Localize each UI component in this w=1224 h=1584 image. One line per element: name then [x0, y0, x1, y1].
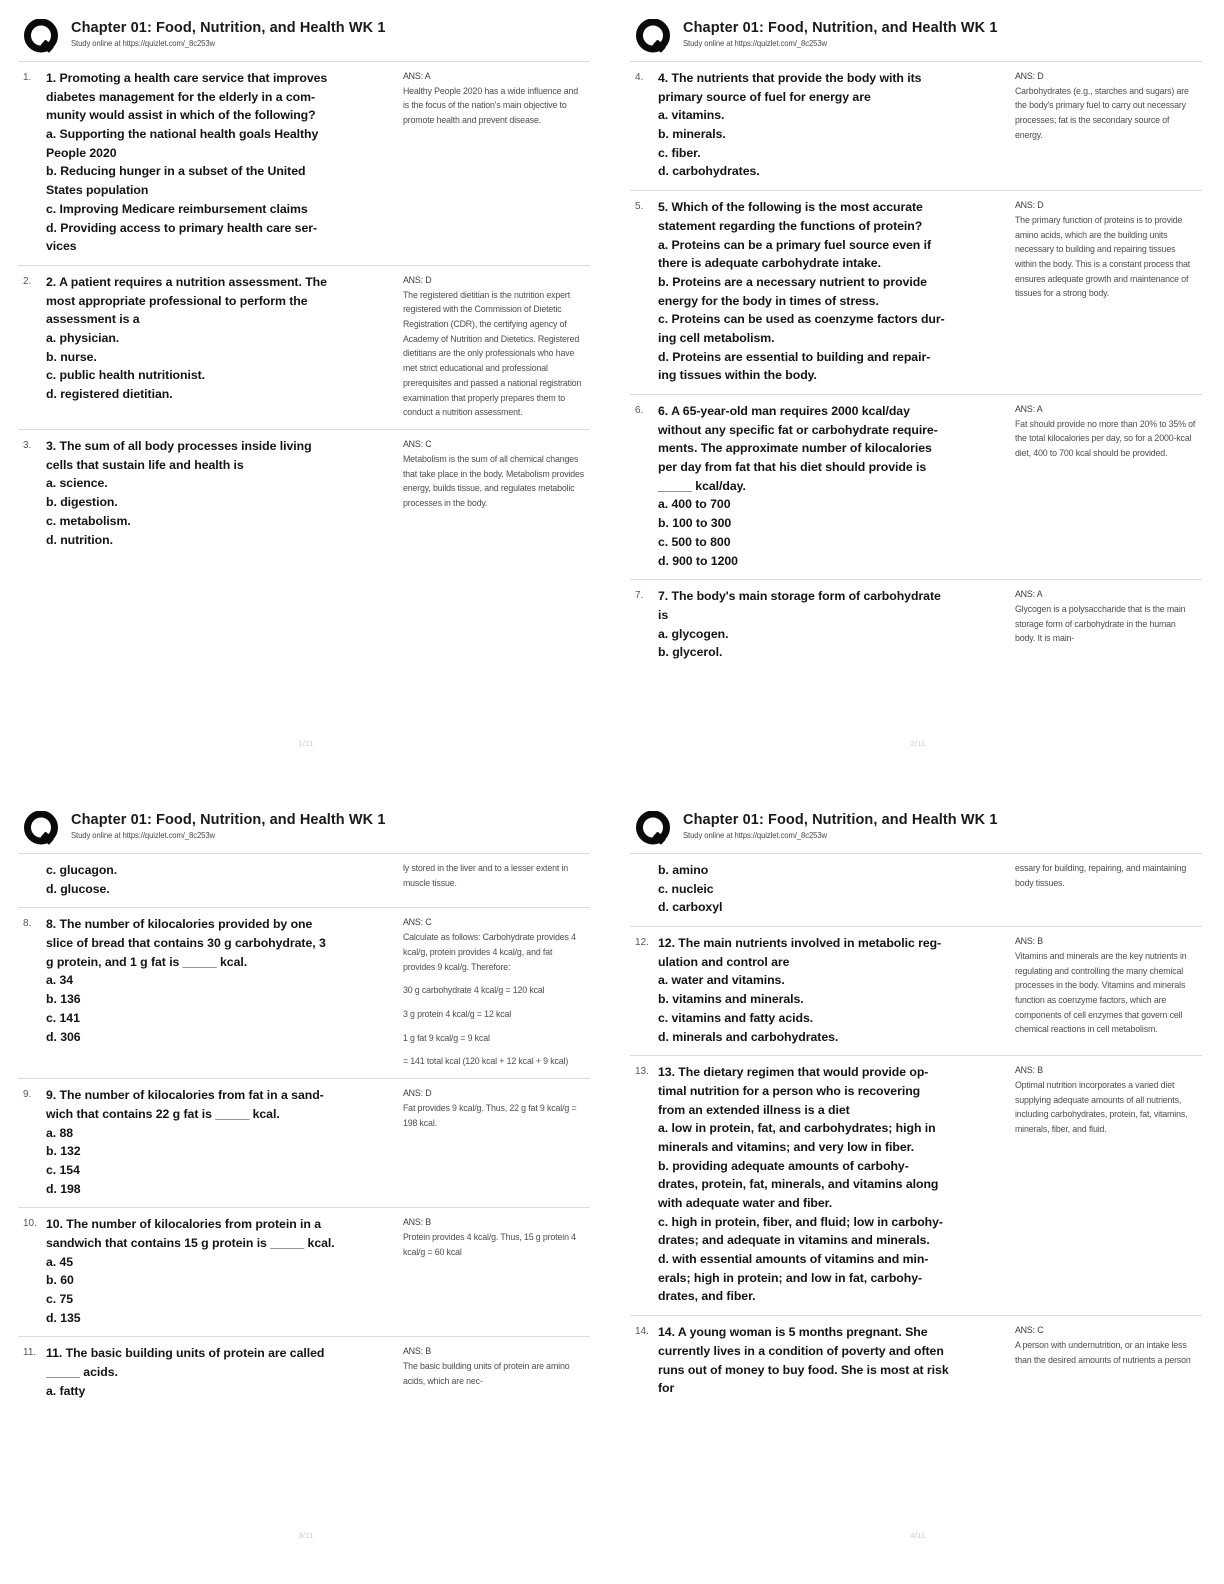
answer-key-label: ANS: D	[1014, 71, 1044, 81]
study-online-url: Study online at https://quizlet.com/_8c253w	[71, 39, 215, 49]
answer-option-line: c. 75	[46, 1292, 74, 1306]
answer-option-line: b. Reducing hunger in a subset of the United	[46, 164, 306, 179]
explanation-paragraph: The registered dietitian is the nutrition expert registered with the Commission of Dietetic Registration (CDR), the certifying agency of Academy of Nutrition and Dietetics. Registered dietitians are the only professionals who have met strict educational and professional prerequisites and passed a national registration examination that properly prepares them to conduct a nutrition assessment.	[402, 289, 582, 418]
answer-option-line: diabetes management for the elderly in a com-	[46, 89, 316, 104]
answer-option-line: energy for the body in times of stress.	[658, 293, 879, 308]
answer-option-line: c. 154	[46, 1162, 80, 1177]
answer-option-line: slice of bread that contains 30 g carbohydrate, 3	[46, 936, 326, 951]
answer-option-line: drates; and adequate in vitamins and minerals.	[658, 1233, 930, 1248]
question-number: 13.	[635, 1066, 649, 1078]
answer-option-line: a. vitamins.	[658, 108, 725, 123]
answer-option-line: c. 500 to 800	[658, 534, 731, 549]
question-number: 9.	[23, 1089, 32, 1101]
answer-option-line: most appropriate professional to perform the	[46, 293, 308, 308]
question-row	[18, 61, 590, 265]
answer-option-line: drates, and fiber.	[658, 1289, 756, 1304]
page-title: Chapter 01: Food, Nutrition, and Health WK 1	[683, 812, 998, 828]
answer-explanation	[1013, 69, 1196, 143]
question-row	[18, 1078, 590, 1207]
answer-option-line: People 2020	[46, 145, 117, 160]
answer-option-line: c. metabolism.	[46, 513, 131, 528]
answer-option-line: States population	[46, 183, 149, 198]
answer-option-line: d. Providing access to primary health care ser-	[46, 220, 318, 235]
study-guide-page	[0, 792, 612, 1584]
answer-option-line: ing tissues within the body.	[658, 368, 817, 383]
answer-option-line: a. 88	[46, 1125, 74, 1140]
question-row	[18, 1336, 590, 1409]
explanation-paragraph: Fat provides 9 kcal/g. Thus, 22 g fat 9 kcal/g = 198 kcal.	[402, 1102, 577, 1128]
question-text	[46, 69, 401, 256]
answer-option-line: b. 132	[46, 1144, 81, 1159]
answer-explanation	[401, 273, 584, 420]
header-text-block	[71, 18, 386, 48]
question-row	[630, 926, 1202, 1055]
question-number: 11.	[23, 1347, 37, 1359]
question-stem-line: 3. The sum of all body processes inside living	[46, 439, 312, 454]
explanation-paragraph: Healthy People 2020 has a wide influence and is the focus of the nation's main objective to promote health and prevent disease.	[402, 85, 578, 126]
question-number	[18, 861, 46, 863]
question-row	[630, 579, 1202, 671]
explanation-paragraph: Carbohydrates (e.g., starches and sugars) are the body's primary fuel to carry out necessary processes; fat is the secondary source of energy.	[1014, 85, 1189, 140]
answer-option-line: b. providing adequate amounts of carbohy-	[658, 1158, 909, 1173]
answer-option-line: b. nurse.	[46, 349, 97, 364]
question-row	[18, 907, 590, 1078]
answer-key-label: ANS: B	[402, 1217, 431, 1228]
question-text	[658, 934, 1013, 1046]
question-text	[46, 437, 401, 549]
question-text	[46, 1344, 401, 1400]
answer-key-label: ANS: B	[1014, 936, 1043, 947]
answer-explanation	[401, 1344, 584, 1388]
answer-key-label: ANS: C	[402, 917, 432, 928]
answer-explanation	[401, 1086, 584, 1130]
question-stem-line: 7. The body's main storage form of carbohydrate	[658, 589, 941, 604]
answer-option-line: per day from fat that his diet should provide is	[658, 460, 927, 475]
question-stem-line: 4. The nutrients that provide the body with its	[658, 71, 922, 85]
question-number	[630, 861, 658, 863]
answer-option-line: ulation and control are	[658, 954, 790, 969]
answer-option-line: b. 136	[46, 992, 81, 1007]
explanation-paragraph: 30 g carbohydrate 4 kcal/g = 120 kcal	[402, 985, 545, 996]
answer-explanation	[401, 437, 584, 511]
question-stem-line: 1. Promoting a health care service that improves	[46, 71, 328, 85]
study-guide-page	[612, 792, 1224, 1584]
answer-key-label: ANS: B	[402, 1346, 431, 1357]
answer-explanation	[1013, 1323, 1196, 1367]
answer-option-line: without any specific fat or carbohydrate require-	[658, 422, 938, 437]
page-title: Chapter 01: Food, Nutrition, and Health WK 1	[683, 20, 998, 36]
answer-option-line: timal nutrition for a person who is recovering	[658, 1083, 921, 1098]
answer-option-line: c. public health nutritionist.	[46, 368, 206, 383]
answer-option-line: d. glucose.	[46, 881, 110, 896]
answer-option-line: b. 100 to 300	[658, 516, 732, 531]
answer-option-line: a. fatty	[46, 1383, 86, 1398]
answer-explanation	[401, 915, 584, 1069]
explanation-paragraph: = 141 total kcal (120 kcal + 12 kcal + 9 kcal)	[402, 1056, 569, 1067]
answer-explanation	[401, 861, 584, 890]
question-row	[18, 265, 590, 429]
question-row	[18, 429, 590, 558]
question-text	[658, 587, 1013, 662]
question-stem-line: 12. The main nutrients involved in metabolic reg-	[658, 936, 942, 951]
answer-option-line: d. 306	[46, 1029, 81, 1044]
page-footer-number: 4/11	[910, 1531, 926, 1540]
question-number: 10.	[23, 1218, 37, 1230]
explanation-paragraph: The basic building units of protein are amino acids, which are nec-	[402, 1361, 570, 1386]
quizlet-q-logo-icon	[636, 19, 674, 57]
study-online-url: Study online at https://quizlet.com/_8c253w	[683, 39, 827, 49]
question-stem-line: 8. The number of kilocalories provided by one	[46, 917, 313, 932]
answer-option-line: c. high in protein, fiber, and fluid; low in carbohy-	[658, 1214, 943, 1229]
answer-option-line: primary source of fuel for energy are	[658, 89, 871, 104]
explanation-paragraph: Optimal nutrition incorporates a varied diet supplying adequate amounts of all nutrients, including carbohydrates, protein, fat, vitamins, minerals, fiber, and fluid.	[1014, 1079, 1188, 1135]
answer-explanation	[1013, 1063, 1196, 1137]
answer-explanation	[1013, 587, 1196, 646]
question-row	[630, 1315, 1202, 1407]
option-continuation	[658, 861, 1013, 917]
answer-option-line: currently lives in a condition of poverty and often	[658, 1343, 944, 1358]
explanation-paragraph: Protein provides 4 kcal/g. Thus, 15 g protein 4 kcal/g = 60 kcal	[402, 1231, 576, 1257]
question-stem-line: 2. A patient requires a nutrition assessment. The	[46, 274, 327, 289]
answer-option-line: there is adequate carbohydrate intake.	[658, 256, 881, 271]
answer-option-line: a. Supporting the national health goals Healthy	[46, 127, 319, 142]
answer-explanation	[401, 1215, 584, 1259]
page-footer-number: 1/11	[298, 739, 314, 748]
answer-explanation	[1013, 198, 1196, 301]
study-guide-page	[612, 0, 1224, 792]
answer-option-line: d. registered dietitian.	[46, 387, 173, 401]
answer-option-line: assessment is a	[46, 312, 140, 327]
question-text	[658, 402, 1013, 570]
question-number: 6.	[635, 405, 644, 416]
question-text	[658, 1063, 1013, 1306]
answer-key-label: ANS: D	[1014, 200, 1044, 211]
explanation-paragraph: Glycogen is a polysaccharide that is the main storage form of carbohydrate in the human body. It is main-	[1014, 603, 1186, 644]
answer-option-line: a. 34	[46, 973, 74, 988]
answer-key-label: ANS: C	[402, 439, 432, 450]
answer-option-line: ments. The approximate number of kilocalories	[658, 441, 932, 456]
page-footer-number: 2/11	[910, 739, 926, 748]
question-number: 7.	[635, 590, 644, 602]
answer-option-line: sandwich that contains 15 g protein is _____ kcal.	[46, 1235, 335, 1250]
answer-option-line: for	[658, 1381, 675, 1396]
question-number: 5.	[635, 201, 644, 213]
answer-option-line: d. minerals and carbohydrates.	[658, 1029, 839, 1044]
question-text	[658, 69, 1013, 181]
question-row	[630, 1055, 1202, 1315]
question-number: 2.	[23, 275, 32, 287]
explanation-paragraph: ly stored in the liver and to a lesser extent in muscle tissue.	[402, 863, 569, 888]
answer-option-line: a. water and vitamins.	[658, 973, 785, 988]
explanation-paragraph: A person with undernutrition, or an intake less than the desired amounts of nutrients a person	[1014, 1339, 1191, 1365]
page-header	[18, 810, 590, 849]
question-row	[630, 394, 1202, 579]
answer-option-line: is	[658, 607, 669, 622]
answer-option-line: minerals and vitamins; and very low in fiber.	[658, 1139, 915, 1154]
quizlet-q-logo-icon	[24, 19, 62, 57]
answer-option-line: b. Proteins are a necessary nutrient to provide	[658, 274, 927, 289]
question-number: 8.	[23, 918, 32, 930]
answer-option-line: b. vitamins and minerals.	[658, 992, 804, 1007]
page-header	[18, 18, 590, 57]
answer-explanation	[401, 69, 584, 128]
question-text	[658, 1323, 1013, 1398]
answer-option-line: runs out of money to buy food. She is most at risk	[658, 1362, 949, 1377]
answer-option-line: a. 45	[46, 1254, 74, 1269]
explanation-paragraph: Vitamins and minerals are the key nutrients in regulating and controlling the many chemical processes in the body. Vitamins and minerals function as coenzyme factors, which are components of cell enzymes that govern cell chemical reactions in cell metabolism.	[1014, 950, 1187, 1035]
answer-option-line: c. fiber.	[658, 145, 701, 160]
question-continuation-row	[18, 853, 590, 907]
explanation-paragraph: 3 g protein 4 kcal/g = 12 kcal	[402, 1008, 512, 1019]
answer-option-line: b. amino	[658, 863, 709, 877]
question-row	[630, 61, 1202, 190]
answer-option-line: ing cell metabolism.	[658, 330, 775, 345]
question-stem-line: 13. The dietary regimen that would provide op-	[658, 1065, 929, 1080]
page-header	[630, 18, 1202, 57]
answer-key-label: ANS: B	[1014, 1065, 1043, 1076]
answer-option-line: b. glycerol.	[658, 645, 723, 660]
answer-key-label: ANS: C	[1014, 1325, 1044, 1336]
answer-explanation	[1013, 402, 1196, 461]
question-stem-line: 9. The number of kilocalories from fat in a sand-	[46, 1088, 324, 1103]
study-online-url: Study online at https://quizlet.com/_8c253w	[683, 831, 827, 841]
question-stem-line: 6. A 65-year-old man requires 2000 kcal/day	[658, 404, 910, 418]
answer-option-line: b. digestion.	[46, 495, 118, 510]
answer-key-label: ANS: A	[402, 71, 431, 81]
question-text	[658, 198, 1013, 385]
answer-option-line: c. 141	[46, 1010, 80, 1025]
answer-option-line: a. low in protein, fat, and carbohydrates; high in	[658, 1121, 936, 1136]
answer-option-line: a. 400 to 700	[658, 497, 731, 512]
question-stem-line: 5. Which of the following is the most accurate	[658, 200, 923, 215]
answer-option-line: b. 60	[46, 1273, 74, 1288]
question-row	[18, 1207, 590, 1336]
explanation-paragraph: essary for building, repairing, and maintaining body tissues.	[1014, 863, 1187, 888]
answer-option-line: d. 198	[46, 1181, 81, 1196]
answer-option-line: wich that contains 22 g fat is _____ kcal.	[46, 1106, 280, 1121]
header-text-block	[71, 810, 386, 840]
answer-option-line: munity would assist in which of the following?	[46, 108, 316, 123]
option-continuation	[46, 861, 401, 898]
answer-option-line: d. with essential amounts of vitamins and min-	[658, 1252, 929, 1267]
quizlet-q-logo-icon	[24, 811, 62, 849]
question-stem-line: 10. The number of kilocalories from protein in a	[46, 1217, 322, 1232]
explanation-paragraph: The primary function of proteins is to provide amino acids, which are the building units necessary to building and repairing tissues within the body. This is a constant process that ensures adequate growth and maintenance of tissues for a strong body.	[1014, 214, 1191, 299]
answer-option-line: vices	[46, 239, 77, 254]
header-text-block	[683, 18, 998, 48]
answer-option-line: a. glycogen.	[658, 626, 729, 641]
answer-option-line: a. science.	[46, 476, 108, 491]
answer-option-line: c. Proteins can be used as coenzyme factors dur-	[658, 312, 945, 327]
answer-key-label: ANS: A	[1014, 589, 1043, 600]
answer-option-line: d. carboxyl	[658, 900, 723, 915]
answer-option-line: a. Proteins can be a primary fuel source even if	[658, 237, 932, 252]
question-number: 12.	[635, 937, 649, 949]
question-number: 1.	[23, 72, 32, 83]
explanation-paragraph: Fat should provide no more than 20% to 35% of the total kilocalories per day, so for a 2000-kcal diet, 400 to 700 kcal should be provided.	[1014, 418, 1196, 459]
answer-key-label: ANS: D	[402, 1088, 432, 1099]
question-number: 14.	[635, 1326, 649, 1338]
answer-option-line: d. 900 to 1200	[658, 553, 738, 568]
answer-option-line: d. carbohydrates.	[658, 164, 760, 179]
page-title: Chapter 01: Food, Nutrition, and Health WK 1	[71, 20, 386, 36]
question-text	[46, 1215, 401, 1327]
answer-option-line: cells that sustain life and health is	[46, 457, 244, 472]
answer-option-line: d. 135	[46, 1310, 81, 1325]
answer-key-label: ANS: A	[1014, 404, 1043, 414]
answer-option-line: d. Proteins are essential to building and repair-	[658, 349, 931, 364]
question-continuation-row	[630, 853, 1202, 926]
answer-option-line: _____ kcal/day.	[658, 478, 746, 493]
answer-option-line: c. glucagon.	[46, 863, 118, 877]
answer-option-line: c. nucleic	[658, 881, 714, 896]
header-text-block	[683, 810, 998, 840]
explanation-paragraph: Metabolism is the sum of all chemical changes that take place in the body. Metabolism provides energy, builds tissue, and regulates metabolic processes in the body.	[402, 453, 585, 508]
answer-option-line: b. minerals.	[658, 127, 726, 142]
page-header	[630, 810, 1202, 849]
page-footer-number: 3/11	[298, 1531, 314, 1540]
answer-option-line: d. nutrition.	[46, 532, 113, 547]
answer-option-line: statement regarding the functions of protein?	[658, 218, 923, 233]
question-row	[630, 190, 1202, 394]
study-online-url: Study online at https://quizlet.com/_8c253w	[71, 831, 215, 841]
question-text	[46, 1086, 401, 1198]
answer-option-line: c. vitamins and fatty acids.	[658, 1010, 814, 1025]
answer-option-line: _____ acids.	[46, 1365, 118, 1380]
answer-option-line: drates, protein, fat, minerals, and vitamins along	[658, 1177, 939, 1192]
answer-option-line: with adequate water and fiber.	[658, 1196, 833, 1210]
question-stem-line: 14. A young woman is 5 months pregnant. She	[658, 1325, 928, 1340]
question-text	[46, 915, 401, 1046]
explanation-paragraph: Calculate as follows: Carbohydrate provides 4 kcal/g, protein provides 4 kcal/g, and fat provides 9 kcal/g. Therefore:	[402, 932, 576, 972]
question-number: 3.	[23, 440, 32, 452]
answer-explanation	[1013, 934, 1196, 1037]
question-stem-line: 11. The basic building units of protein are called	[46, 1346, 325, 1361]
quizlet-q-logo-icon	[636, 811, 674, 849]
answer-explanation	[1013, 861, 1196, 890]
question-text	[46, 273, 401, 404]
question-number: 4.	[635, 72, 644, 83]
answer-option-line: from an extended illness is a diet	[658, 1102, 850, 1117]
answer-option-line: c. Improving Medicare reimbursement claims	[46, 201, 308, 216]
answer-option-line: g protein, and 1 g fat is _____ kcal.	[46, 954, 248, 969]
page-title: Chapter 01: Food, Nutrition, and Health WK 1	[71, 812, 386, 828]
study-guide-page	[0, 0, 612, 792]
answer-option-line: a. physician.	[46, 330, 120, 345]
explanation-paragraph: 1 g fat 9 kcal/g = 9 kcal	[402, 1032, 490, 1043]
answer-key-label: ANS: D	[402, 274, 432, 285]
answer-option-line: erals; high in protein; and low in fat, carbohy-	[658, 1270, 923, 1285]
